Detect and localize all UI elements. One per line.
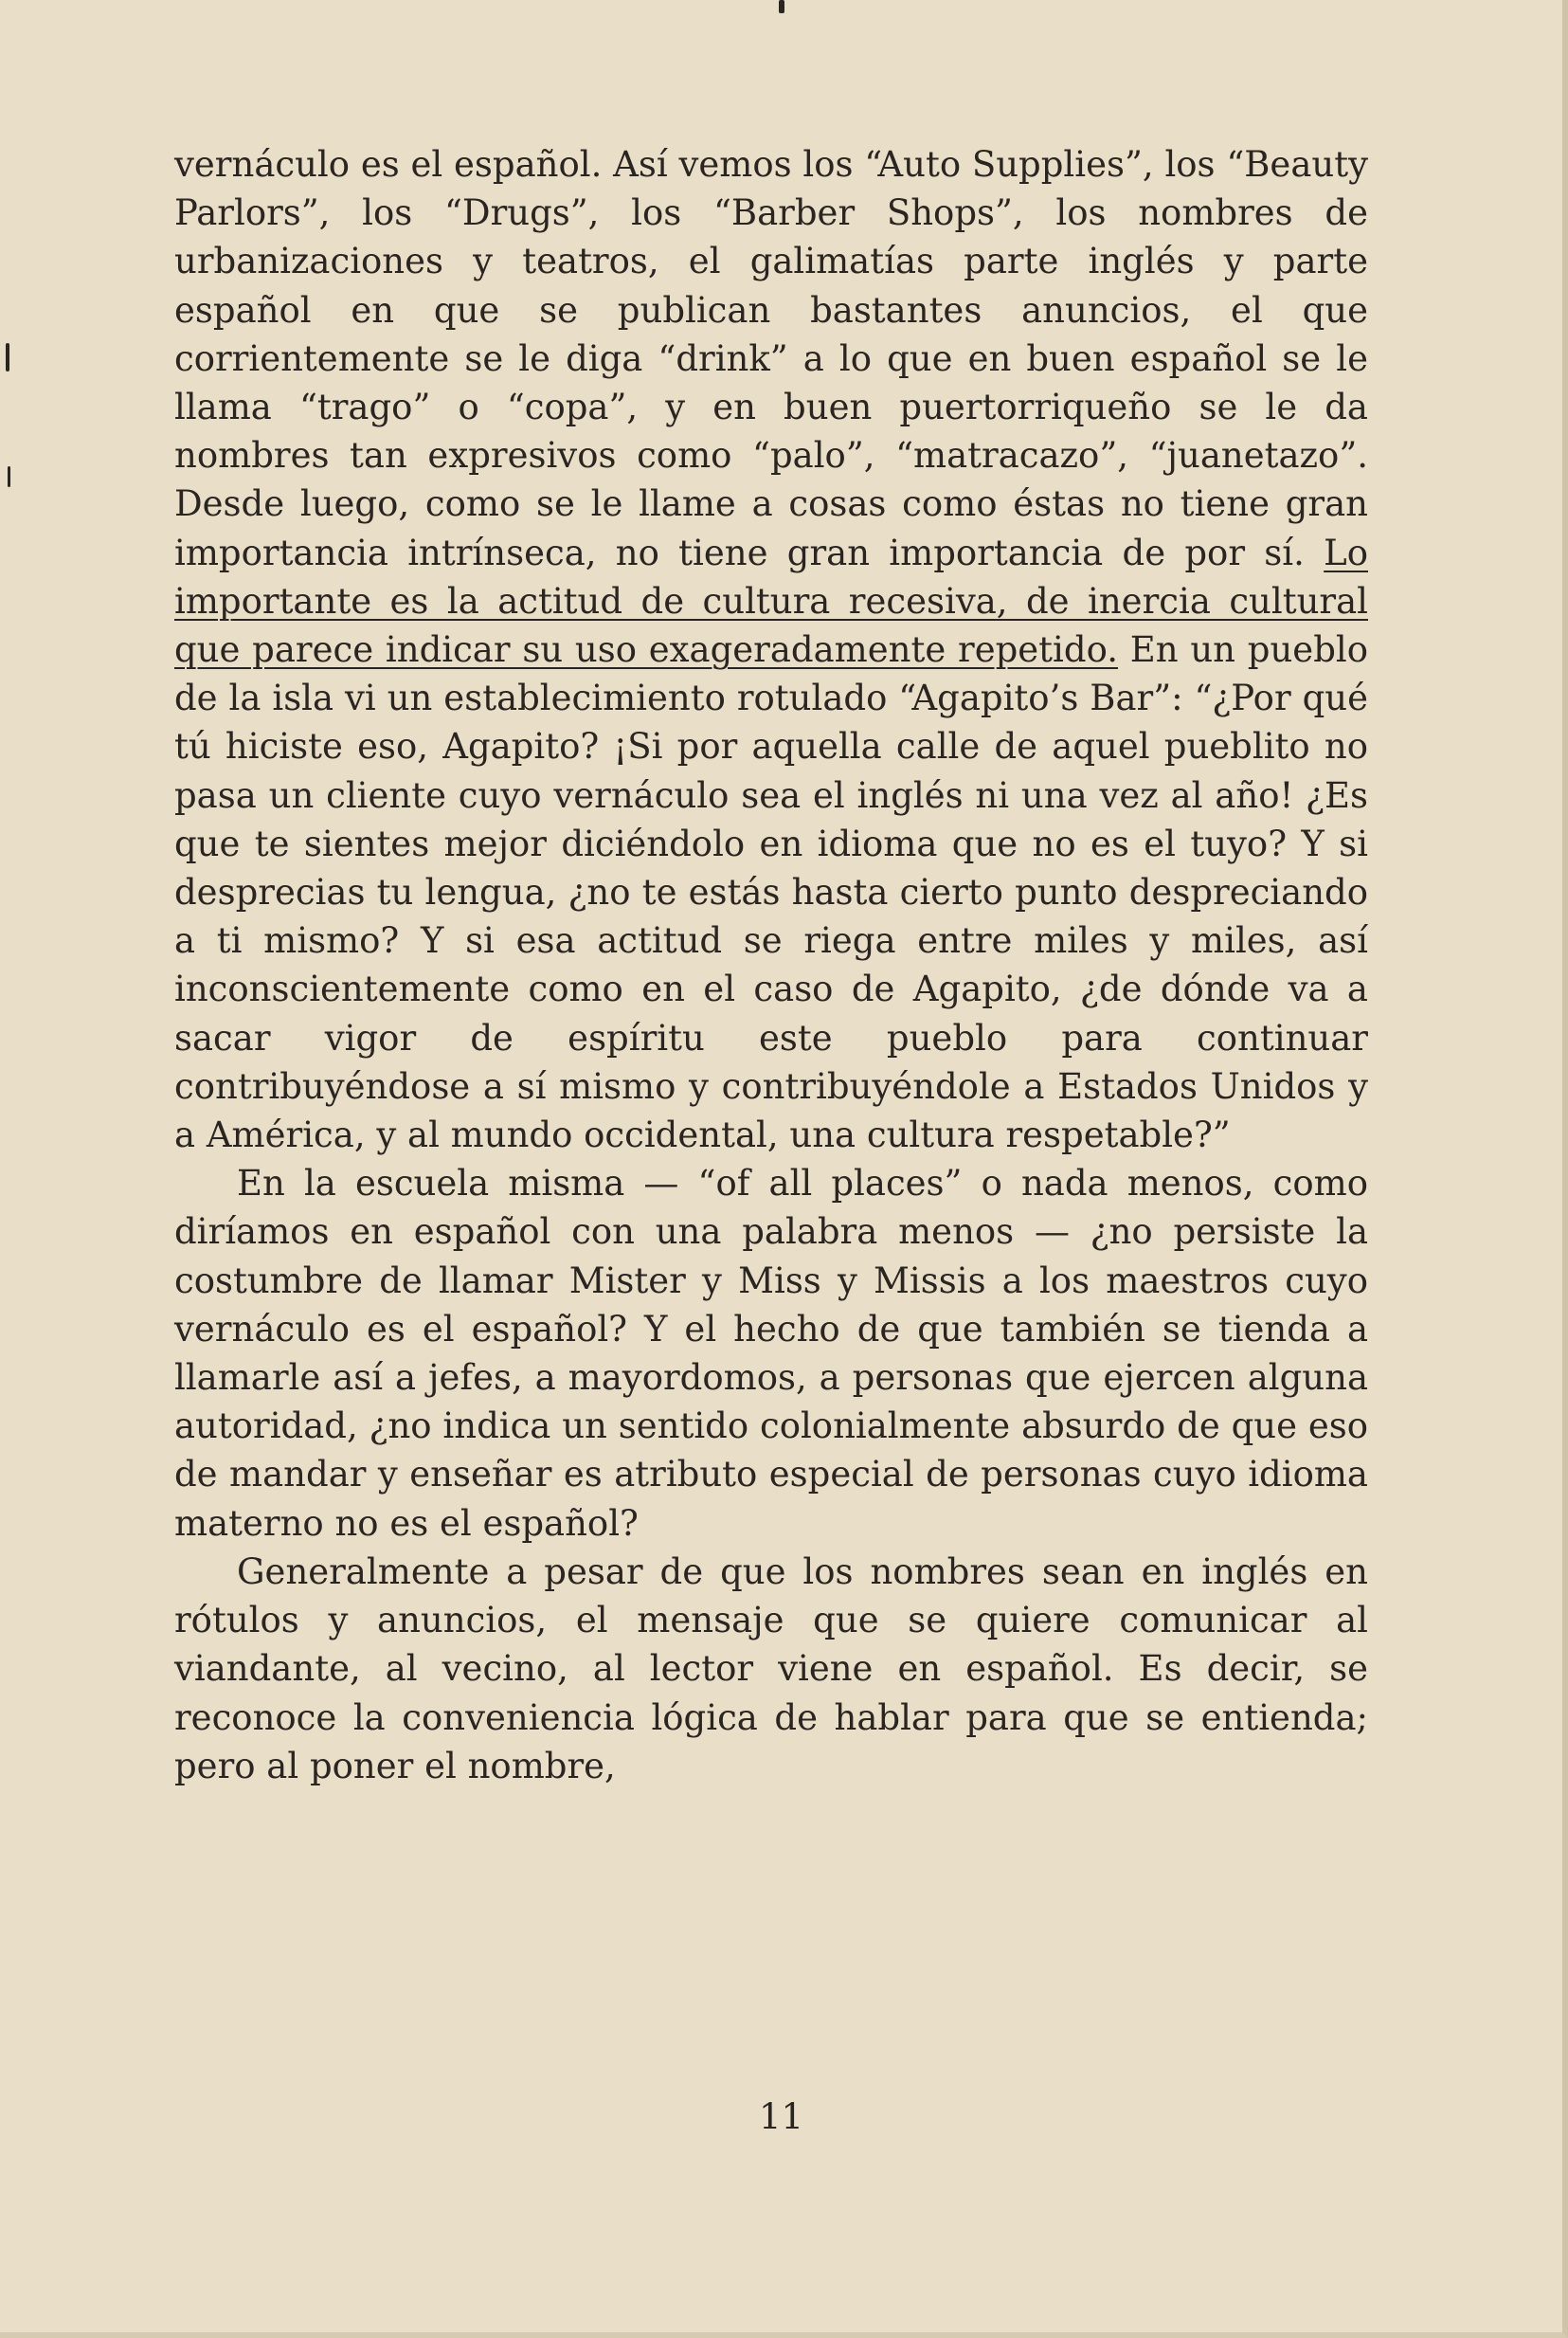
body-text [174,140,1368,1790]
paragraph-2: En la escuela misma — “of all places” o nada menos, como diríamos en español con una palabra menos — ¿no persiste la costumbre de llamar Mister y Miss y Missis a los maestros cuyo vernáculo es el español? Y el hecho de que también se tienda a llamarle así a jefes, a mayordomos, a personas que ejercen alguna autoridad, ¿no indica un sentido colonialmente absurdo de que eso de mandar y enseñar es atributo especial de personas cuyo idioma materno no es el español? [174,1163,1368,1544]
underlined-passage: Lo importante es la actitud de cultura recesiva, de inercia cultural que parece indicar su uso exageradamente repetido. [174,532,1368,671]
ink-mark [8,466,10,487]
page-number: 11 [758,2096,804,2137]
ink-mark [779,0,784,13]
paragraph-1 [174,140,1368,1159]
text-segment: En un pueblo de la isla vi un establecimiento rotulado “Agapito’s Bar”: “¿Por qué tú hiciste eso, Agapito? ¡Si por aquella calle de aquel pueblito no pasa un cliente cuyo vernáculo sea el inglés ni una vez al año! ¿Es que te sientes mejor diciéndolo en idioma que no es el tuyo? Y si desprecias tu lengua, ¿no te estás hasta cierto punto despreciando a ti mismo? Y si esa actitud se riega entre miles y miles, así inconscientemente como en el caso de Agapito, ¿de dónde va a sacar vigor de espíritu este pueblo para continuar contribuyéndose a sí mismo y contribuyéndole a Estados Unidos y a América, y al mundo occidental, una cultura respetable?” [174,629,1368,1156]
ink-mark [6,343,9,372]
paragraph-3: Generalmente a pesar de que los nombres sean en inglés en rótulos y anuncios, el mensaje que se quiere comunicar al viandante, al vecino, al lector viene en español. Es decir, se reconoce la conveniencia lógica de hablar para que se entienda; pero al poner el nombre, [174,1550,1368,1786]
text-segment: vernáculo es el español. Así vemos los “Auto Supplies”, los “Beauty Parlors”, los “Drugs”, los “Barber Shops”, los nombres de urbanizaciones y teatros, el galimatías parte inglés y parte español en que se publican bastantes anuncios, el que corrientemente se le diga “drink” a lo que en buen español se le llama “trago” o “copa”, y en buen puertorriqueño se le da nombres tan expresivos como “palo”, “matracazo”, “juanetazo”. Desde luego, como se le llame a cosas como éstas no tiene gran importancia intrínseca, no tiene gran importancia de por sí. [174,144,1368,573]
